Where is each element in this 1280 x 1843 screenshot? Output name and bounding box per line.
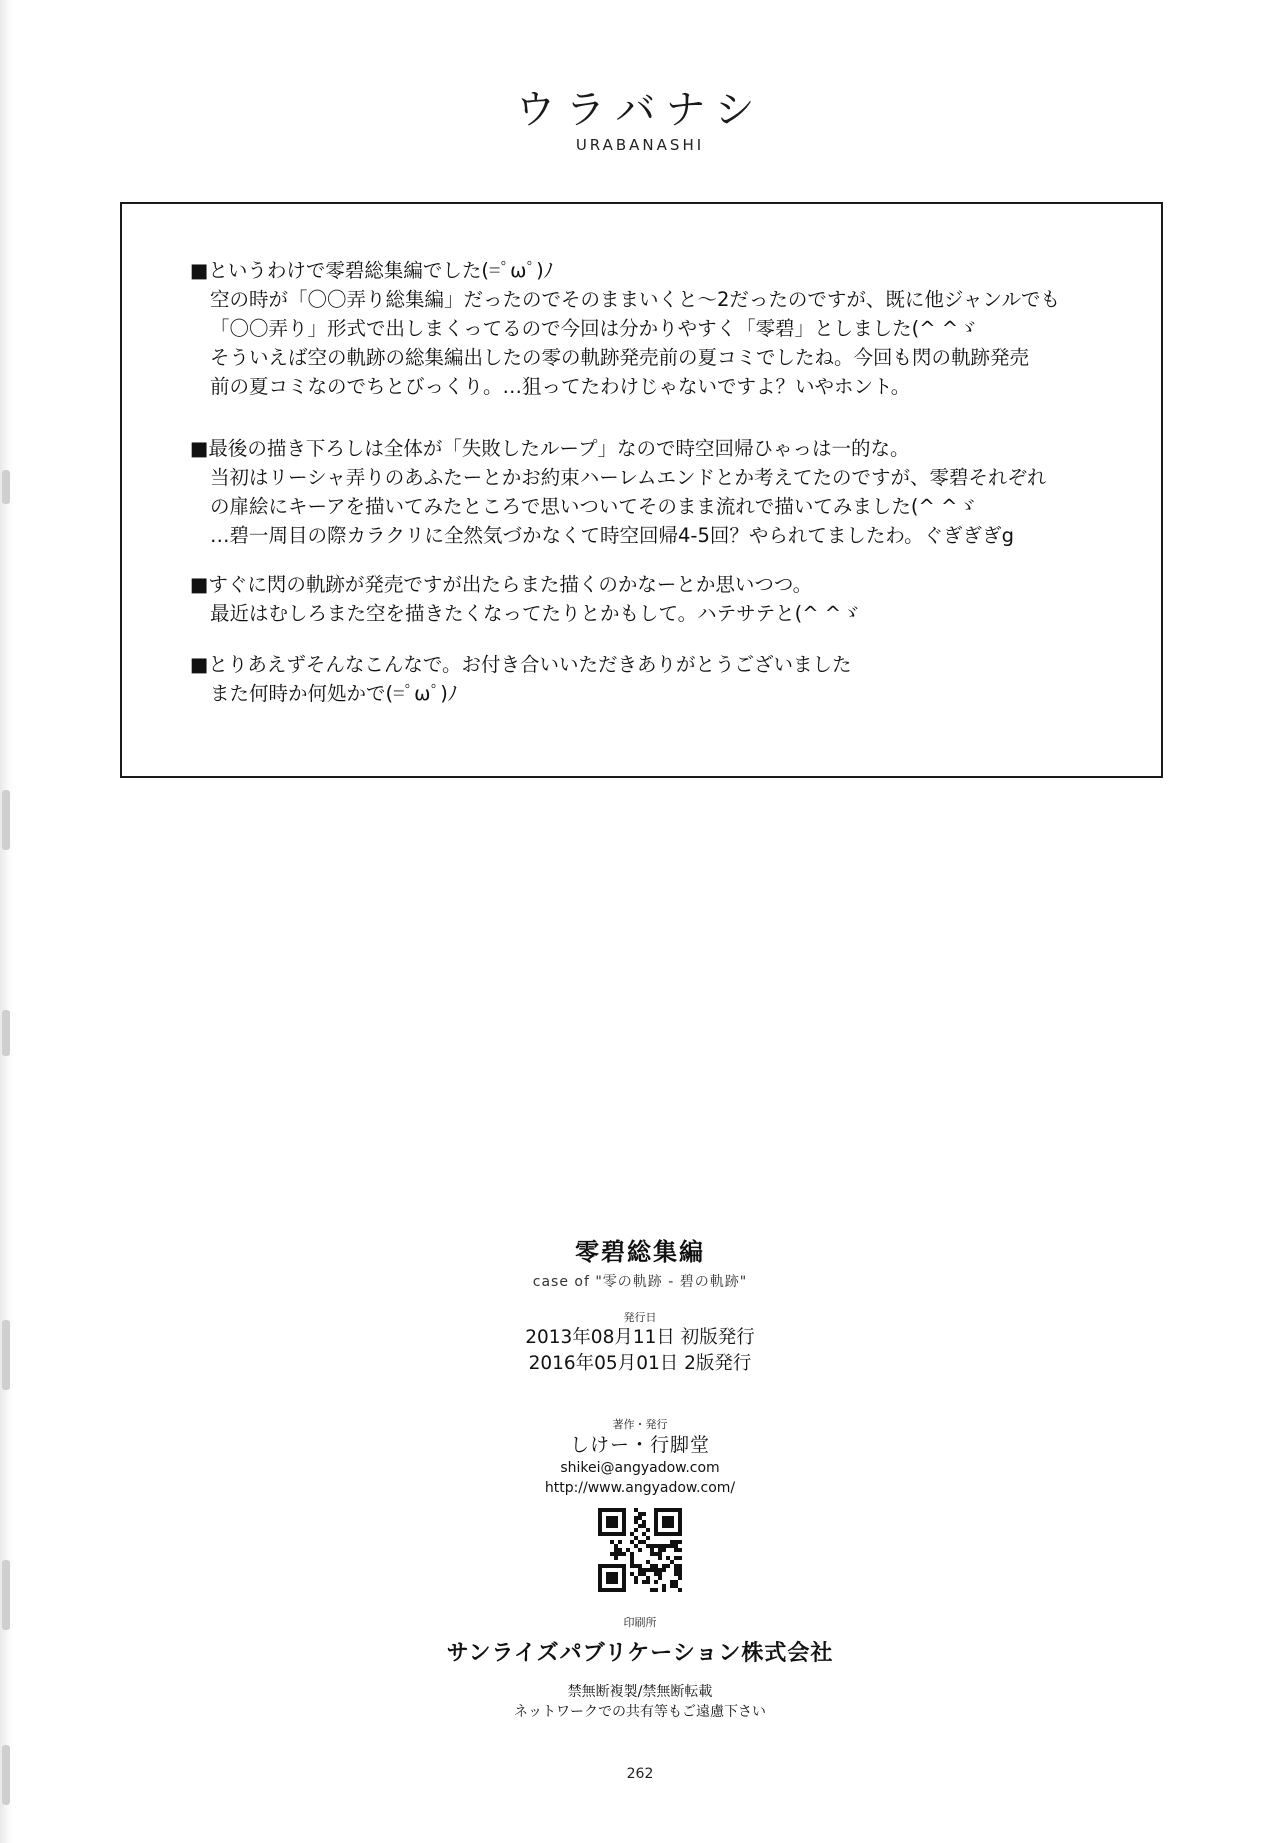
printer-block <box>0 1614 1280 1667</box>
afterword-line: …碧一周目の際カラクリに全然気づかなくて時空回帰4-5回？やられてましたわ。ぐぎぎぎg <box>210 524 1014 547</box>
afterword-paragraph <box>190 570 861 628</box>
notice-line: ネットワークでの共有等もご遠慮下さい <box>514 1704 766 1720</box>
afterword-line: 当初はリーシャ弄りのあふたーとかお約束ハーレムエンドとか考えてたのですが、零碧それぞれ <box>210 466 1047 489</box>
afterword-line: ■というわけで零碧総集編でした(=ﾟωﾟ)ﾉ <box>190 259 554 282</box>
afterword-line: また何時か何処かで(=ﾟωﾟ)ﾉ <box>210 682 458 705</box>
afterword-line: ■とりあえずそんなこんなで。お付き合いいただきありがとうございました <box>190 653 852 676</box>
edge-smudge <box>2 790 10 850</box>
page-header <box>0 88 1280 154</box>
edge-smudge <box>2 1010 10 1056</box>
author-name: しけー・行脚堂 <box>569 1434 710 1456</box>
afterword-paragraph <box>190 256 1060 401</box>
afterword-line: 最近はむしろまた空を描きたくなってたりとかもして。ハテサテと(^ ^ゞ <box>210 602 861 625</box>
afterword-line: ■最後の描き下ろしは全体が「失敗したループ」なので時空回帰ひゃっは一的な。 <box>190 437 910 460</box>
notice-line: 禁無断複製/禁無断転載 <box>567 1684 713 1700</box>
edge-smudge <box>2 470 10 504</box>
page-title: ウラバナシ <box>515 87 765 133</box>
book-subtitle: case of "零の軌跡 - 碧の軌跡" <box>532 1274 748 1290</box>
book-title: 零碧総集編 <box>575 1238 705 1266</box>
qr-block <box>0 1508 1280 1592</box>
author-email: shikei@angyadow.com <box>560 1460 720 1476</box>
afterword-line: 「〇〇弄り」形式で出しまくってるので今回は分かりやすく「零碧」としました(^ ^ゞ <box>210 317 978 340</box>
author-label: 著作・発行 <box>612 1418 668 1431</box>
issue-date-second: 2016年05月01日 2版発行 <box>528 1353 752 1374</box>
copyright-notice <box>0 1682 1280 1722</box>
issue-date-first: 2013年08月11日 初版発行 <box>525 1327 755 1348</box>
colophon-title-block <box>0 1232 1280 1291</box>
afterword-line: ■すぐに閃の軌跡が発売ですが出たらまた描くのかなーとか思いつつ。 <box>190 573 813 596</box>
page-title-roman: URABANASHI <box>575 136 705 154</box>
author-block <box>0 1416 1280 1498</box>
afterword-paragraph <box>190 650 852 708</box>
issue-date-label: 発行日 <box>623 1311 657 1324</box>
afterword-line: 空の時が「〇〇弄り総集編」だったのでそのままいくと～2だったのですが、既に他ジャンルでも <box>210 288 1061 311</box>
afterword-paragraph <box>190 434 1047 550</box>
afterword-line: の扉絵にキーアを描いてみたところで思いついてそのまま流れで描いてみました(^ ^ゞ <box>210 495 977 518</box>
printer-name: サンライズパブリケーション株式会社 <box>446 1641 834 1666</box>
page-number-block <box>0 1766 1280 1782</box>
afterword-box <box>120 202 1163 778</box>
printer-label: 印刷所 <box>623 1616 657 1629</box>
afterword-line: 前の夏コミなのでちとびっくり。…狙ってたわけじゃないですよ？いやホント。 <box>210 375 911 398</box>
afterword-line: そういえば空の軌跡の総集編出したの零の軌跡発売前の夏コミでしたね。今回も閃の軌跡発売 <box>210 346 1030 369</box>
author-url: http://www.angyadow.com/ <box>544 1480 736 1496</box>
page-number: 262 <box>626 1766 654 1782</box>
qr-code-icon <box>598 1508 682 1592</box>
issue-dates-block <box>0 1309 1280 1377</box>
